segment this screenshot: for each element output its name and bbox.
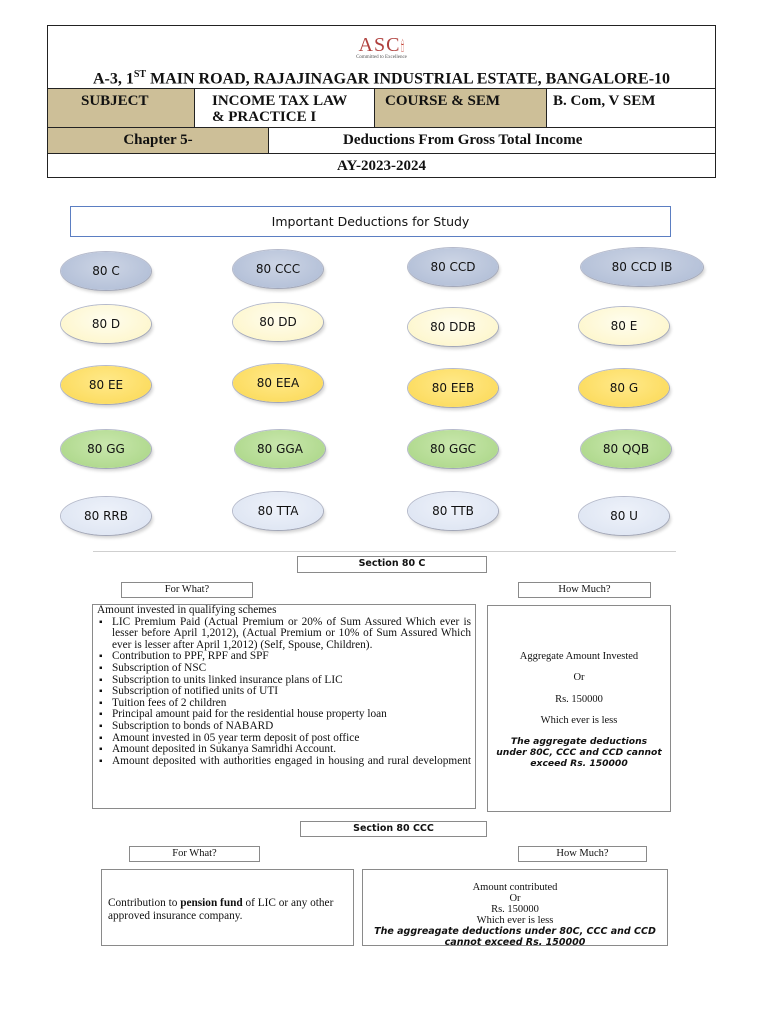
list-item: ▪ Subscription to units linked insurance plans of LIC xyxy=(112,675,471,687)
how-much-label: How Much? xyxy=(518,846,647,862)
deduction-pill: 80 QQB xyxy=(581,430,671,468)
deduction-pill: 80 EEA xyxy=(233,364,323,402)
subject-value: INCOME TAX LAW & PRACTICE I xyxy=(194,89,374,128)
section-80ccc-title: Section 80 CCC xyxy=(300,821,487,837)
document-header xyxy=(47,25,716,178)
list-item: ▪ Subscription of NSC xyxy=(112,663,471,675)
deduction-pill: 80 GG xyxy=(61,430,151,468)
deduction-pill: 80 DD xyxy=(233,303,323,341)
course-label: COURSE & SEM xyxy=(374,89,546,128)
section-80ccc-for-what: Contribution to pension fund of LIC or any other approved insurance company. xyxy=(101,869,354,946)
logo-row xyxy=(48,26,715,88)
deduction-pill: 80 DDB xyxy=(408,308,498,346)
how-much-line: Which ever is less xyxy=(476,915,554,926)
deduction-pill: 80 EE xyxy=(61,366,151,404)
logo-text: ASC xyxy=(358,34,401,56)
section-80c-list xyxy=(92,604,476,809)
section-80ccc-how-much xyxy=(362,869,668,946)
list-item: ▪ Subscription to bonds of NABARD xyxy=(112,721,471,733)
deduction-pill: 80 C xyxy=(61,252,151,290)
subject-label: SUBJECT xyxy=(48,89,194,128)
how-much-line: Aggregate Amount Invested xyxy=(519,651,639,662)
college-logo xyxy=(48,34,715,60)
list-item: ▪ LIC Premium Paid (Actual Premium or 20% of Sum Assured Which ever is lesser before April 1,2012), (Actual Premium or 10% of Sum Assured Which ever is lesser after April 1,2012) (Self, Spouse, Children). xyxy=(112,617,471,652)
how-much-line: Or xyxy=(509,893,521,904)
deduction-pill: 80 RRB xyxy=(61,497,151,535)
deductions-title: Important Deductions for Study xyxy=(70,206,671,237)
list-item: ▪ Amount invested in 05 year term deposit of post office xyxy=(112,733,471,745)
course-value: B. Com, V SEM xyxy=(546,89,717,128)
deduction-pill: 80 G xyxy=(579,369,669,407)
how-much-label: How Much? xyxy=(518,582,651,598)
deduction-pill: 80 CCD xyxy=(408,248,498,286)
how-much-line: Amount contributed xyxy=(472,882,558,893)
deduction-pill: 80 CCD IB xyxy=(581,248,703,286)
list-item: ▪ Subscription of notified units of UTI xyxy=(112,686,471,698)
how-much-note: The aggregate deductions under 80C, CCC and CCD cannot exceed Rs. 150000 xyxy=(496,736,662,769)
deduction-pill: 80 GGC xyxy=(408,430,498,468)
deduction-pill: 80 U xyxy=(579,497,669,535)
section-80c-title: Section 80 C xyxy=(297,556,487,573)
list-item: ▪ Principal amount paid for the residential house property loan xyxy=(112,709,471,721)
chapter-title: Deductions From Gross Total Income xyxy=(268,128,717,154)
list-item: ▪ Amount deposited with authorities engaged in housing and rural development xyxy=(112,756,471,768)
chapter-row xyxy=(48,127,715,154)
flame-icon: 🕯︎ xyxy=(400,39,405,55)
list-intro: Amount invested in qualifying schemes xyxy=(97,604,277,616)
section-80c-how-much xyxy=(487,605,671,812)
list-item: ▪ Contribution to PPF, RPF and SPF xyxy=(112,651,471,663)
list-item: ▪ Tuition fees of 2 children xyxy=(112,698,471,710)
for-what-label: For What? xyxy=(129,846,260,862)
year-row xyxy=(48,153,715,180)
how-much-line: Or xyxy=(573,672,585,683)
deduction-pill: 80 CCC xyxy=(233,250,323,288)
deduction-pill: 80 TTB xyxy=(408,492,498,530)
for-what-label: For What? xyxy=(121,582,253,598)
qualifying-schemes-list xyxy=(97,617,471,768)
how-much-note: The aggreagate deductions under 80C, CCC and CCD cannot exceed Rs. 150000 xyxy=(374,926,656,948)
chapter-label: Chapter 5- xyxy=(48,128,268,154)
deduction-pill: 80 TTA xyxy=(233,492,323,530)
how-much-line: Rs. 150000 xyxy=(491,904,539,915)
deduction-pill: 80 E xyxy=(579,307,669,345)
logo-tagline: Committed to Excellence xyxy=(356,55,407,60)
deduction-pill: 80 EEB xyxy=(408,369,498,407)
how-much-line: Which ever is less xyxy=(540,715,618,726)
academic-year: AY-2023-2024 xyxy=(337,158,426,174)
deduction-pill: 80 D xyxy=(61,305,151,343)
deduction-pill: 80 GGA xyxy=(235,430,325,468)
subject-row xyxy=(48,88,715,128)
college-address: A-3, 1ST MAIN ROAD, RAJAJINAGAR INDUSTRIAL ESTATE, BANGALORE-10 xyxy=(92,69,671,88)
how-much-line: Rs. 150000 xyxy=(555,694,603,705)
list-item: ▪ Amount deposited in Sukanya Samridhi Account. xyxy=(112,744,471,756)
section-divider xyxy=(93,551,676,552)
